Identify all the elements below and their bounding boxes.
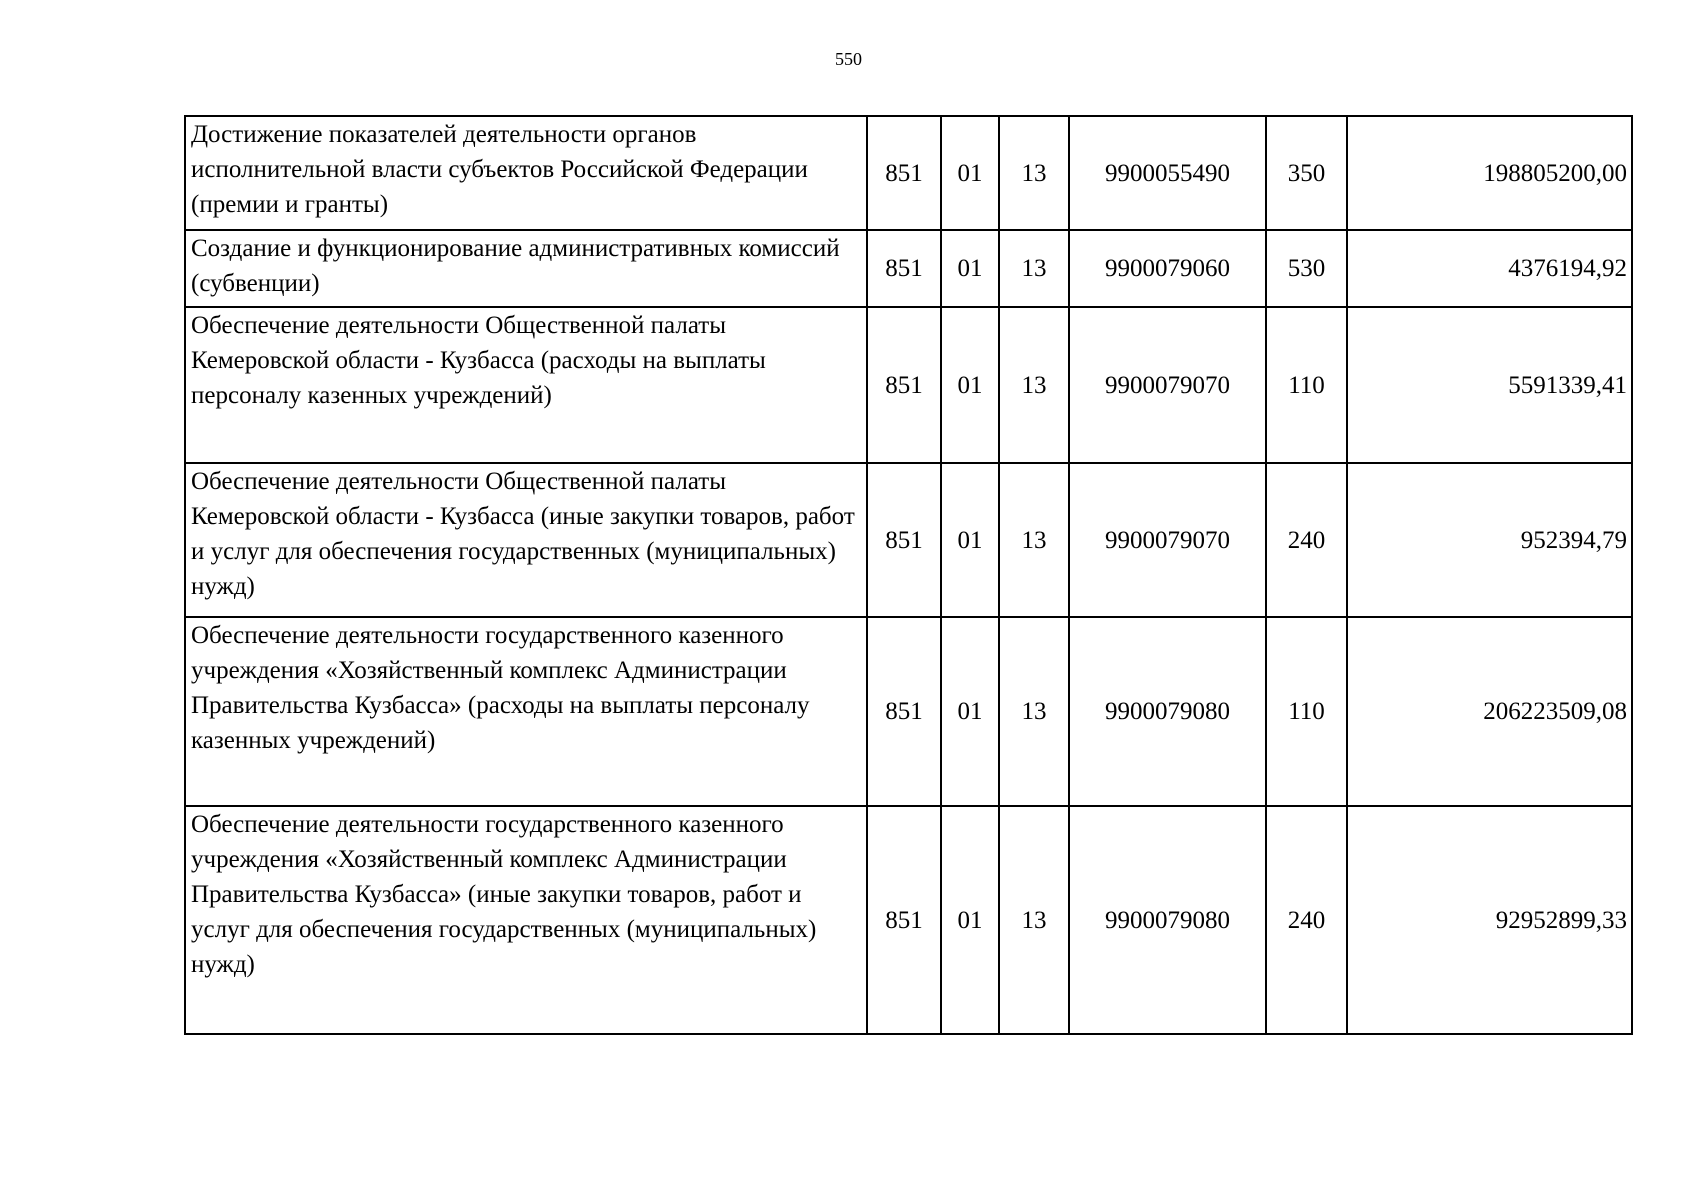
target-article-code: 9900079070 <box>1069 463 1266 617</box>
section-code: 01 <box>941 806 999 1034</box>
target-article-code: 9900079070 <box>1069 307 1266 463</box>
page-number: 550 <box>835 49 862 69</box>
expense-name: Обеспечение деятельности государственного казенного учреждения «Хозяйственный комплекс Администрации Правительства Кузбасса» (расходы на выплаты персоналу казенных учреждений) <box>185 617 867 806</box>
budget-table <box>184 115 1633 1035</box>
section-code: 01 <box>941 116 999 230</box>
expense-name: Обеспечение деятельности Общественной палаты Кемеровской области - Кузбасса (расходы на выплаты персоналу казенных учреждений) <box>185 307 867 463</box>
expense-type-code: 240 <box>1266 806 1347 1034</box>
subsection-code: 13 <box>999 116 1069 230</box>
expense-name: Обеспечение деятельности государственного казенного учреждения «Хозяйственный комплекс Администрации Правительства Кузбасса» (иные закупки товаров, работ и услуг для обеспечения государственных (муниципальных) нужд) <box>185 806 867 1034</box>
amount: 198805200,00 <box>1347 116 1632 230</box>
ministry-code: 851 <box>867 617 941 806</box>
target-article-code: 9900079060 <box>1069 230 1266 307</box>
amount: 206223509,08 <box>1347 617 1632 806</box>
expense-type-code: 350 <box>1266 116 1347 230</box>
subsection-code: 13 <box>999 806 1069 1034</box>
subsection-code: 13 <box>999 230 1069 307</box>
target-article-code: 9900079080 <box>1069 806 1266 1034</box>
table-row <box>185 230 1632 307</box>
ministry-code: 851 <box>867 116 941 230</box>
ministry-code: 851 <box>867 806 941 1034</box>
subsection-code: 13 <box>999 307 1069 463</box>
ministry-code: 851 <box>867 307 941 463</box>
table-row <box>185 307 1632 463</box>
expense-name: Достижение показателей деятельности органов исполнительной власти субъектов Российской Федерации (премии и гранты) <box>185 116 867 230</box>
table-row <box>185 806 1632 1034</box>
table-row <box>185 463 1632 617</box>
subsection-code: 13 <box>999 463 1069 617</box>
amount: 952394,79 <box>1347 463 1632 617</box>
expense-type-code: 530 <box>1266 230 1347 307</box>
ministry-code: 851 <box>867 463 941 617</box>
section-code: 01 <box>941 617 999 806</box>
expense-type-code: 110 <box>1266 617 1347 806</box>
table-row <box>185 116 1632 230</box>
section-code: 01 <box>941 230 999 307</box>
target-article-code: 9900079080 <box>1069 617 1266 806</box>
section-code: 01 <box>941 307 999 463</box>
subsection-code: 13 <box>999 617 1069 806</box>
expense-name: Создание и функционирование административных комиссий (субвенции) <box>185 230 867 307</box>
expense-type-code: 110 <box>1266 307 1347 463</box>
target-article-code: 9900055490 <box>1069 116 1266 230</box>
section-code: 01 <box>941 463 999 617</box>
amount: 5591339,41 <box>1347 307 1632 463</box>
ministry-code: 851 <box>867 230 941 307</box>
amount: 4376194,92 <box>1347 230 1632 307</box>
table-row <box>185 617 1632 806</box>
expense-type-code: 240 <box>1266 463 1347 617</box>
amount: 92952899,33 <box>1347 806 1632 1034</box>
expense-name: Обеспечение деятельности Общественной палаты Кемеровской области - Кузбасса (иные закупки товаров, работ и услуг для обеспечения государственных (муниципальных) нужд) <box>185 463 867 617</box>
